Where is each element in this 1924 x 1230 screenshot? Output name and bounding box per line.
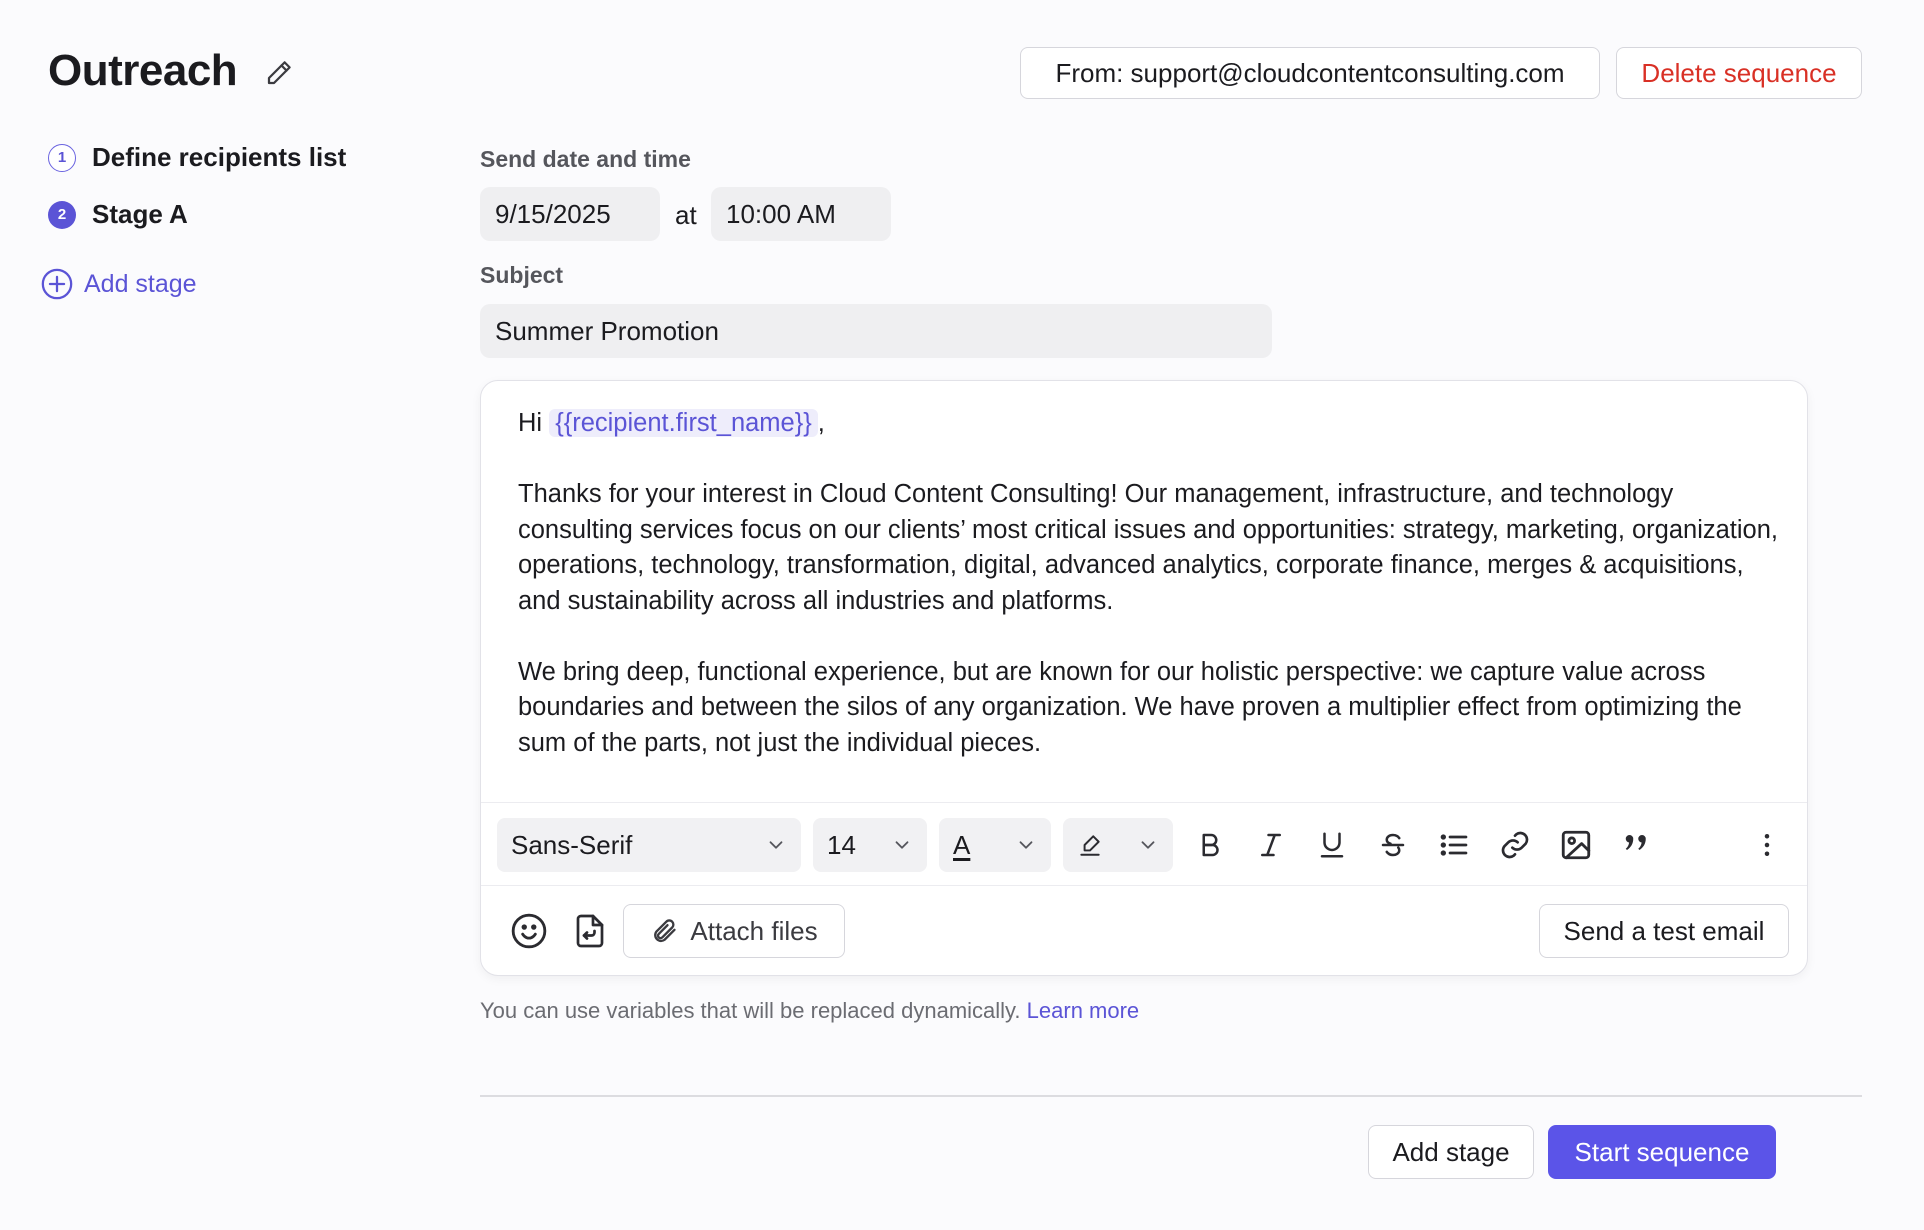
greeting-line — [518, 406, 1788, 442]
sidebar-add-stage-link[interactable] — [40, 267, 197, 301]
body-paragraph: We bring deep, functional experience, but are known for our holistic perspective: we capture value across boundaries and between the silos of any organization. We have proven a multiplier effect from optimizing the sum of the parts, not just the individual pieces. — [518, 657, 1742, 757]
quote-icon[interactable] — [1619, 827, 1655, 863]
send-date-label: Send date and time — [480, 146, 691, 172]
highlight-color-select[interactable] — [1063, 818, 1173, 872]
chevron-down-icon — [1015, 834, 1037, 856]
send-test-email-button[interactable]: Send a test email — [1539, 904, 1789, 958]
add-stage-label: Add stage — [84, 269, 197, 298]
learn-more-link[interactable]: Learn more — [1026, 998, 1140, 1023]
variable-chip[interactable]: {{recipient.first_name}} — [549, 409, 818, 437]
font-family-select[interactable] — [497, 818, 801, 872]
more-options-icon[interactable] — [1749, 827, 1785, 863]
paperclip-icon — [650, 917, 678, 945]
email-body[interactable] — [518, 406, 1788, 797]
attach-files-label: Attach files — [690, 915, 818, 946]
toolbar-divider — [481, 885, 1807, 886]
step-number-badge: 1 — [48, 144, 76, 172]
chevron-down-icon — [891, 834, 913, 856]
add-stage-button[interactable]: Add stage — [1368, 1125, 1534, 1179]
time-input[interactable]: 10:00 AM — [711, 187, 891, 241]
bold-icon[interactable] — [1192, 827, 1228, 863]
from-address-button[interactable]: From: support@cloudcontentconsulting.com — [1020, 47, 1600, 99]
italic-icon[interactable] — [1253, 827, 1289, 863]
footer-divider — [480, 1095, 1862, 1097]
toolbar-divider — [481, 802, 1807, 803]
subject-input[interactable]: Summer Promotion — [480, 304, 1272, 358]
font-family-value: Sans-Serif — [511, 829, 633, 860]
image-icon[interactable] — [1558, 827, 1594, 863]
sidebar-step-define-recipients[interactable] — [48, 142, 346, 173]
start-sequence-button[interactable]: Start sequence — [1548, 1125, 1776, 1179]
body-paragraph: Thanks for your interest in Cloud Content Consulting! Our management, infrastructure, and technology consulting services focus on our clients’ most critical issues and opportunities: strategy, marketing, organization, operations, technology, transformation, digital, advanced analytics, corporate finance, merges & acquisitions, and sustainability across all industries and platforms. — [518, 480, 1779, 615]
page-title: Outreach — [48, 46, 238, 95]
step-number-badge: 2 — [48, 201, 76, 229]
chevron-down-icon — [765, 834, 787, 856]
at-text: at — [675, 200, 697, 230]
greeting-text: Hi — [518, 409, 543, 437]
insert-template-icon[interactable] — [572, 912, 608, 955]
pencil-icon[interactable] — [264, 58, 294, 88]
email-editor — [480, 380, 1808, 976]
text-color-select[interactable] — [939, 818, 1051, 872]
emoji-icon[interactable] — [510, 912, 548, 955]
chevron-down-icon — [1137, 834, 1159, 856]
underline-icon[interactable] — [1314, 827, 1350, 863]
highlighter-icon — [1077, 832, 1103, 858]
step-label: Define recipients list — [92, 142, 347, 172]
variables-hint — [480, 998, 1139, 1024]
plus-circle-icon — [40, 267, 74, 301]
delete-sequence-button[interactable]: Delete sequence — [1616, 47, 1862, 99]
font-size-select[interactable] — [813, 818, 927, 872]
font-size-value: 14 — [827, 829, 856, 860]
sidebar-step-stage-a[interactable] — [48, 199, 188, 230]
attach-files-button[interactable] — [623, 904, 845, 958]
subject-label: Subject — [480, 262, 564, 288]
strikethrough-icon[interactable] — [1375, 827, 1411, 863]
link-icon[interactable] — [1497, 827, 1533, 863]
text-color-icon: A — [953, 829, 971, 860]
step-label: Stage A — [92, 199, 188, 229]
date-input[interactable]: 9/15/2025 — [480, 187, 660, 241]
hint-text: You can use variables that will be replaced dynamically. — [480, 998, 1021, 1023]
greeting-suffix: , — [817, 409, 825, 437]
bulleted-list-icon[interactable] — [1436, 827, 1472, 863]
